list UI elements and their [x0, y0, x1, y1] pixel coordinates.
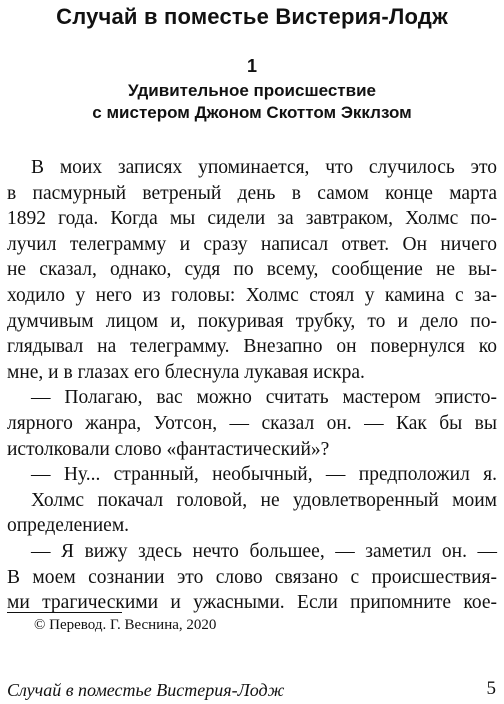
body-line: — Я вижу здесь нечто большее, — заметил он. — — [31, 540, 497, 562]
body-line: глядывал на телеграмму. Внезапно он повернулся ко — [7, 336, 497, 358]
page-number: 5 — [486, 678, 496, 699]
body-line: в пасмурный ветреный день в самом конце марта — [7, 182, 497, 204]
body-line: ми трагическими и ужасными. Если припомните кое- — [7, 592, 497, 614]
body-line: думчивым лицом и, покуривая трубку, то и дело по- — [7, 310, 497, 332]
body-text — [7, 155, 497, 616]
body-line: Холмс покачал головой, не удовлетворенный моим — [31, 489, 497, 511]
running-title: Случай в поместье Вистерия-Лодж — [7, 680, 285, 700]
body-line: — Полагаю, вас можно считать мастером эписто- — [31, 387, 497, 409]
translation-footnote: © Перевод. Г. Веснина, 2020 — [34, 617, 217, 633]
body-line: истолковали слово «фантастический»? — [7, 438, 330, 460]
body-line: не сказал, однако, судя по всему, сообщение не вы- — [7, 259, 497, 281]
footnote-divider — [7, 612, 122, 613]
chapter-title-line-1: Удивительное происшествие — [128, 81, 376, 100]
story-title: Случай в поместье Вистерия-Лодж — [56, 4, 448, 29]
body-line: 1892 года. Когда мы сидели за завтраком, Холмс по- — [7, 208, 497, 230]
chapter-title — [0, 80, 504, 124]
body-line: ходило у него из головы: Холмс стоял у камина с за- — [7, 284, 497, 306]
body-line: мне, и в глазах его блеснула лукавая искра. — [7, 361, 365, 383]
body-line: определением. — [7, 515, 130, 537]
body-line: В моих записях упоминается, что случилось это — [31, 157, 497, 178]
body-line: В моем сознании это слово связано с происшествия- — [7, 566, 497, 588]
body-line: — Ну... странный, необычный, — предположил я. — [31, 464, 497, 486]
chapter-title-line-2: с мистером Джоном Скоттом Экклзом — [92, 103, 412, 122]
body-line: лярного жанра, Уотсон, — сказал он. — Как бы вы — [7, 412, 497, 434]
chapter-number: 1 — [246, 56, 257, 76]
body-line: лучил телеграмму и сразу написал ответ. Он ничего — [7, 233, 497, 255]
